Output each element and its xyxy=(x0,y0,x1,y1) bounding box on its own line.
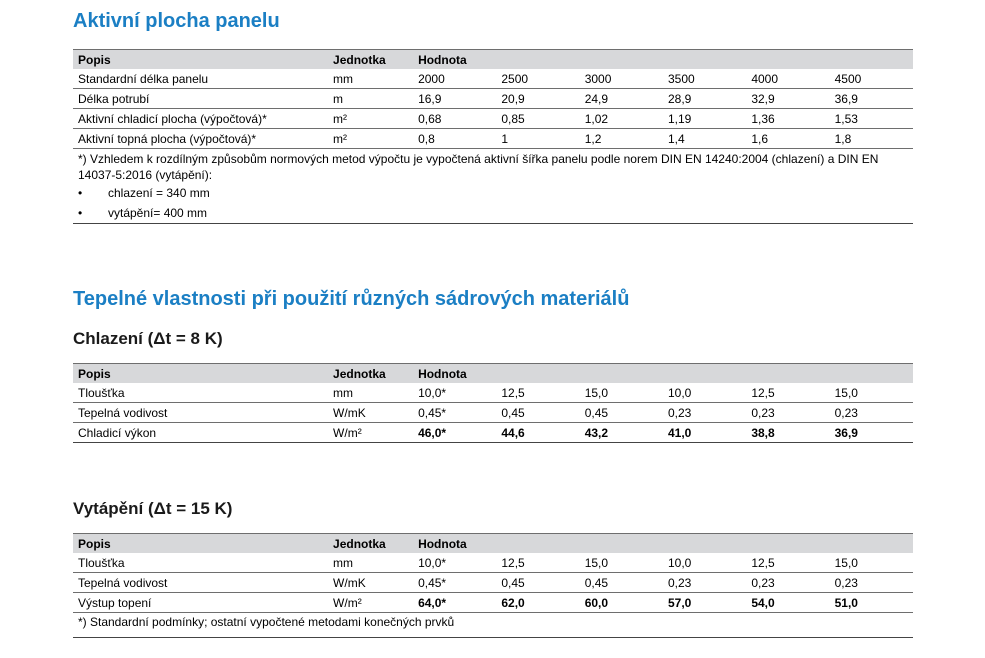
cell-value: 0,45 xyxy=(496,403,579,423)
cell-value: 0,23 xyxy=(830,403,913,423)
active-area-table xyxy=(73,49,913,224)
subsection-title-cooling: Chlazení (Δt = 8 K) xyxy=(73,329,223,348)
row-unit: m² xyxy=(328,129,413,149)
cell-value: 0,23 xyxy=(746,573,829,593)
cell-value: 24,9 xyxy=(580,89,663,109)
row-unit: W/mK xyxy=(328,403,413,423)
table-header-row xyxy=(73,50,913,70)
row-unit: mm xyxy=(328,383,413,403)
header-jednotka: Jednotka xyxy=(328,50,413,70)
row-unit: m² xyxy=(328,109,413,129)
cell-value: 0,45* xyxy=(413,403,496,423)
table-row xyxy=(73,403,913,423)
cell-value: 0,23 xyxy=(830,573,913,593)
row-unit: W/m² xyxy=(328,423,413,443)
cell-value: 15,0 xyxy=(830,553,913,573)
cell-value: 60,0 xyxy=(580,593,663,613)
cell-value: 1,4 xyxy=(663,129,746,149)
footnote-cell xyxy=(73,149,913,224)
subsection-title-heating: Vytápění (Δt = 15 K) xyxy=(73,499,233,518)
header-jednotka: Jednotka xyxy=(328,534,413,554)
cell-value: 43,2 xyxy=(580,423,663,443)
cell-value: 0,23 xyxy=(663,573,746,593)
table-header-row xyxy=(73,364,913,384)
table-row xyxy=(73,109,913,129)
row-label: Délka potrubí xyxy=(73,89,328,109)
cell-value: 16,9 xyxy=(413,89,496,109)
cell-value: 32,9 xyxy=(746,89,829,109)
bullet-text: chlazení = 340 mm xyxy=(108,186,210,200)
cell-value: 46,0* xyxy=(413,423,496,443)
bullet-text: vytápění= 400 mm xyxy=(108,206,208,220)
row-label: Chladicí výkon xyxy=(73,423,328,443)
cell-value: 41,0 xyxy=(663,423,746,443)
bullet-item xyxy=(78,203,913,223)
cell-value: 10,0* xyxy=(413,383,496,403)
cell-value: 0,45* xyxy=(413,573,496,593)
cell-value: 15,0 xyxy=(580,553,663,573)
cell-value: 1,02 xyxy=(580,109,663,129)
row-unit: mm xyxy=(328,553,413,573)
cell-value: 12,5 xyxy=(746,383,829,403)
cell-value: 12,5 xyxy=(496,383,579,403)
table-row xyxy=(73,89,913,109)
header-popis: Popis xyxy=(73,50,328,70)
row-label: Tloušťka xyxy=(73,553,328,573)
row-label: Tloušťka xyxy=(73,383,328,403)
row-label: Aktivní chladicí plocha (výpočtová)* xyxy=(73,109,328,129)
cell-value: 0,23 xyxy=(663,403,746,423)
cell-value: 12,5 xyxy=(496,553,579,573)
bullet-glyph: • xyxy=(78,186,83,200)
cell-value: 1,36 xyxy=(746,109,829,129)
table-row xyxy=(73,553,913,573)
cell-value: 4500 xyxy=(830,69,913,89)
cell-value: 20,9 xyxy=(496,89,579,109)
row-unit: mm xyxy=(328,69,413,89)
cell-value: 62,0 xyxy=(496,593,579,613)
cell-value: 0,45 xyxy=(496,573,579,593)
table-header-row xyxy=(73,534,913,554)
row-label: Tepelná vodivost xyxy=(73,403,328,423)
cell-value: 1,8 xyxy=(830,129,913,149)
header-jednotka: Jednotka xyxy=(328,364,413,384)
table-row xyxy=(73,383,913,403)
cooling-table xyxy=(73,363,913,443)
cell-value: 3000 xyxy=(580,69,663,89)
cell-value: 10,0 xyxy=(663,553,746,573)
header-popis: Popis xyxy=(73,534,328,554)
cell-value: 10,0* xyxy=(413,553,496,573)
cell-value: 0,45 xyxy=(580,573,663,593)
cell-value: 0,68 xyxy=(413,109,496,129)
cell-value: 1,2 xyxy=(580,129,663,149)
cell-value: 15,0 xyxy=(830,383,913,403)
cell-value: 2000 xyxy=(413,69,496,89)
cell-value: 3500 xyxy=(663,69,746,89)
table-row xyxy=(73,129,913,149)
cell-value: 0,23 xyxy=(746,403,829,423)
cell-value: 1,19 xyxy=(663,109,746,129)
row-unit: W/m² xyxy=(328,593,413,613)
cell-value: 10,0 xyxy=(663,383,746,403)
section-title-active-area: Aktivní plocha panelu xyxy=(73,10,280,32)
cell-value: 57,0 xyxy=(663,593,746,613)
cell-value: 1,53 xyxy=(830,109,913,129)
cell-value: 44,6 xyxy=(496,423,579,443)
cell-value: 54,0 xyxy=(746,593,829,613)
footnote-row xyxy=(73,149,913,224)
heating-table xyxy=(73,533,913,638)
footnote-text: *) Vzhledem k rozdílným způsobům normových metod výpočtu je vypočtená aktivní šířka panelu podle norem DIN EN 14240:2004 (chlazení) a DIN EN 14037-5:2016 (vytápění): xyxy=(78,152,879,182)
cell-value: 36,9 xyxy=(830,423,913,443)
row-label: Aktivní topná plocha (výpočtová)* xyxy=(73,129,328,149)
cell-value: 12,5 xyxy=(746,553,829,573)
bullet-glyph: • xyxy=(78,206,83,220)
bullet-item xyxy=(78,183,913,203)
footnote-row xyxy=(73,613,913,638)
table-row xyxy=(73,573,913,593)
cell-value: 38,8 xyxy=(746,423,829,443)
cell-value: 36,9 xyxy=(830,89,913,109)
cell-value: 1 xyxy=(496,129,579,149)
row-label: Výstup topení xyxy=(73,593,328,613)
header-hodnota: Hodnota xyxy=(413,364,913,384)
cell-value: 2500 xyxy=(496,69,579,89)
cell-value: 15,0 xyxy=(580,383,663,403)
cell-value: 0,45 xyxy=(580,403,663,423)
footnote-cell: *) Standardní podmínky; ostatní vypočtené metodami konečných prvků xyxy=(73,613,913,638)
row-label: Standardní délka panelu xyxy=(73,69,328,89)
header-hodnota: Hodnota xyxy=(413,50,913,70)
section-title-thermal: Tepelné vlastnosti při použití různých sádrových materiálů xyxy=(73,288,630,310)
cell-value: 0,8 xyxy=(413,129,496,149)
cell-value: 64,0* xyxy=(413,593,496,613)
cell-value: 51,0 xyxy=(830,593,913,613)
header-popis: Popis xyxy=(73,364,328,384)
header-hodnota: Hodnota xyxy=(413,534,913,554)
row-label: Tepelná vodivost xyxy=(73,573,328,593)
cell-value: 1,6 xyxy=(746,129,829,149)
cell-value: 28,9 xyxy=(663,89,746,109)
cell-value: 0,85 xyxy=(496,109,579,129)
table-row xyxy=(73,69,913,89)
row-unit: m xyxy=(328,89,413,109)
table-row xyxy=(73,593,913,613)
table-row xyxy=(73,423,913,443)
cell-value: 4000 xyxy=(746,69,829,89)
row-unit: W/mK xyxy=(328,573,413,593)
